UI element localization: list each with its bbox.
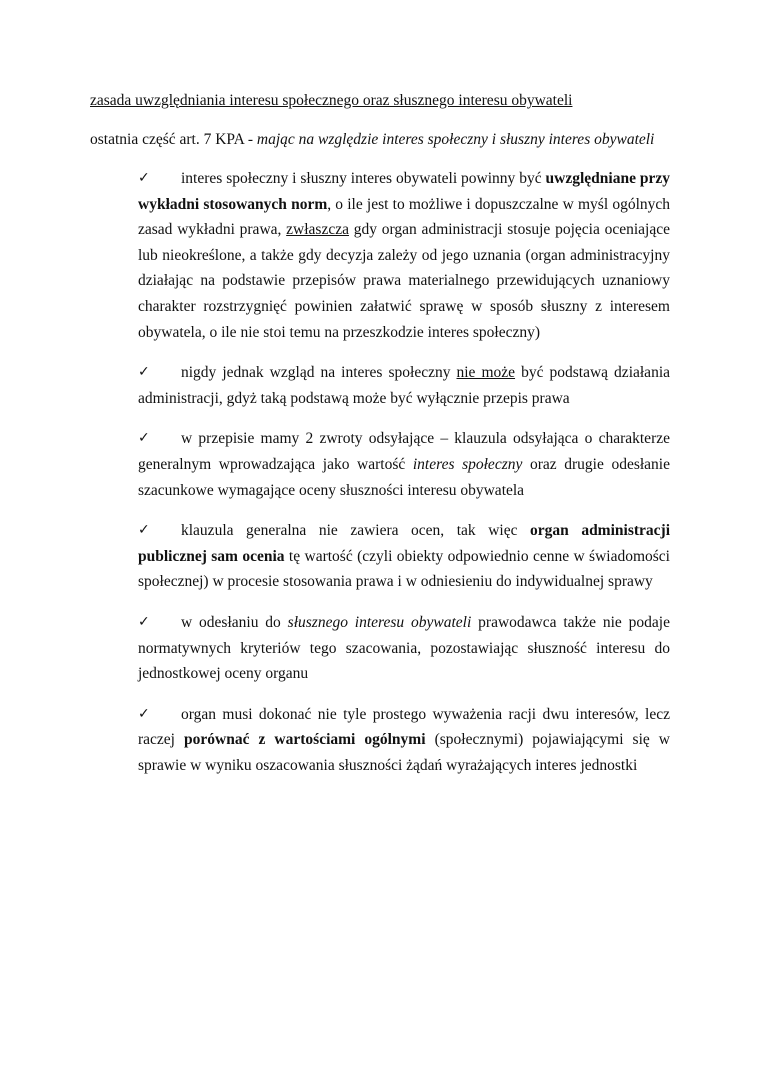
list-item	[138, 166, 670, 345]
item-text: nigdy jednak wzgląd na interes społeczny	[181, 364, 457, 382]
list-item	[138, 360, 670, 411]
list-item	[138, 518, 670, 595]
item-text: być podstawą działania administracji, gdyż taką podstawą może być wyłącznie przepis prawa	[138, 364, 670, 407]
item-italic-text: interes społeczny	[412, 455, 523, 473]
item-text: interes społeczny i słuszny interes obywateli powinny być	[181, 170, 546, 187]
checkmark-icon: ✓	[138, 430, 150, 447]
list-item	[138, 610, 670, 687]
item-text: (społecznymi) pojawiającymi się w sprawie w wyniku oszacowania słuszności żądań wyrażających interes jednostki	[138, 731, 670, 774]
item-text: tę wartość (czyli obiekty odpowiednio cenne w świadomości społecznej) w procesie stosowania prawa i w odniesieniu do indywidualnej sprawy	[138, 547, 670, 591]
checkmark-icon: ✓	[138, 170, 150, 186]
subheading-text: ostatnia część art. 7 KPA -	[90, 131, 257, 148]
checkmark-icon: ✓	[138, 705, 150, 722]
item-text: oraz drugie odesłanie szacunkowe wymagające oceny słuszności interesu obywatela	[138, 455, 670, 499]
item-text: prawodawca także nie podaje normatywnych kryteriów tego szacowania, pozostawiając słuszność interesu do jednostkowej oceny organu	[138, 613, 670, 683]
item-text: w odesłaniu do	[181, 613, 288, 631]
section-heading: zasada uwzględniania interesu społecznego oraz słusznego interesu obywateli	[90, 92, 573, 109]
checklist	[138, 166, 670, 793]
item-text: gdy organ administracji stosuje pojęcia oceniające lub nieokreślone, a także gdy decyzja zależy od jego uznania (organ administracyjny działając na podstawie przepisów prawa materialnego przewidujących uznaniowy charakter rozstrzygnięć powinien załatwić sprawę w sposób słuszny z interesem obywatela, o ile nie stoi temu na przeszkodzie interes społeczny)	[138, 221, 670, 341]
item-underlined-text: nie może	[456, 364, 516, 382]
item-text: w przepisie mamy 2 zwroty odsyłające – klauzula odsyłająca o charakterze generalnym wprowadzająca jako wartość	[138, 430, 670, 473]
subheading-quote: mając na względzie interes społeczny i słuszny interes obywateli	[256, 131, 655, 148]
list-item	[138, 426, 670, 503]
item-italic-text: słusznego interesu obywateli	[287, 613, 472, 631]
item-text: klauzula generalna nie zawiera ocen, tak więc	[181, 522, 531, 540]
checkmark-icon: ✓	[138, 522, 150, 539]
section-subheading	[90, 129, 654, 151]
checkmark-icon: ✓	[138, 364, 150, 381]
item-underlined-text: zwłaszcza	[286, 221, 349, 239]
item-bold-text: porównać z wartościami ogólnymi	[184, 731, 426, 749]
item-text: organ musi dokonać nie tyle prostego wyważenia racji dwu interesów, lecz raczej	[138, 705, 670, 749]
checkmark-icon: ✓	[138, 613, 150, 630]
item-bold-text: organ administracji publicznej sam ocenia	[138, 522, 670, 565]
item-bold-text: uwzględniane przy wykładni stosowanych norm	[138, 170, 670, 213]
list-item	[138, 702, 670, 779]
item-text: , o ile jest to możliwe i dopuszczalne w myśl ogólnych zasad wykładni prawa,	[138, 195, 670, 239]
